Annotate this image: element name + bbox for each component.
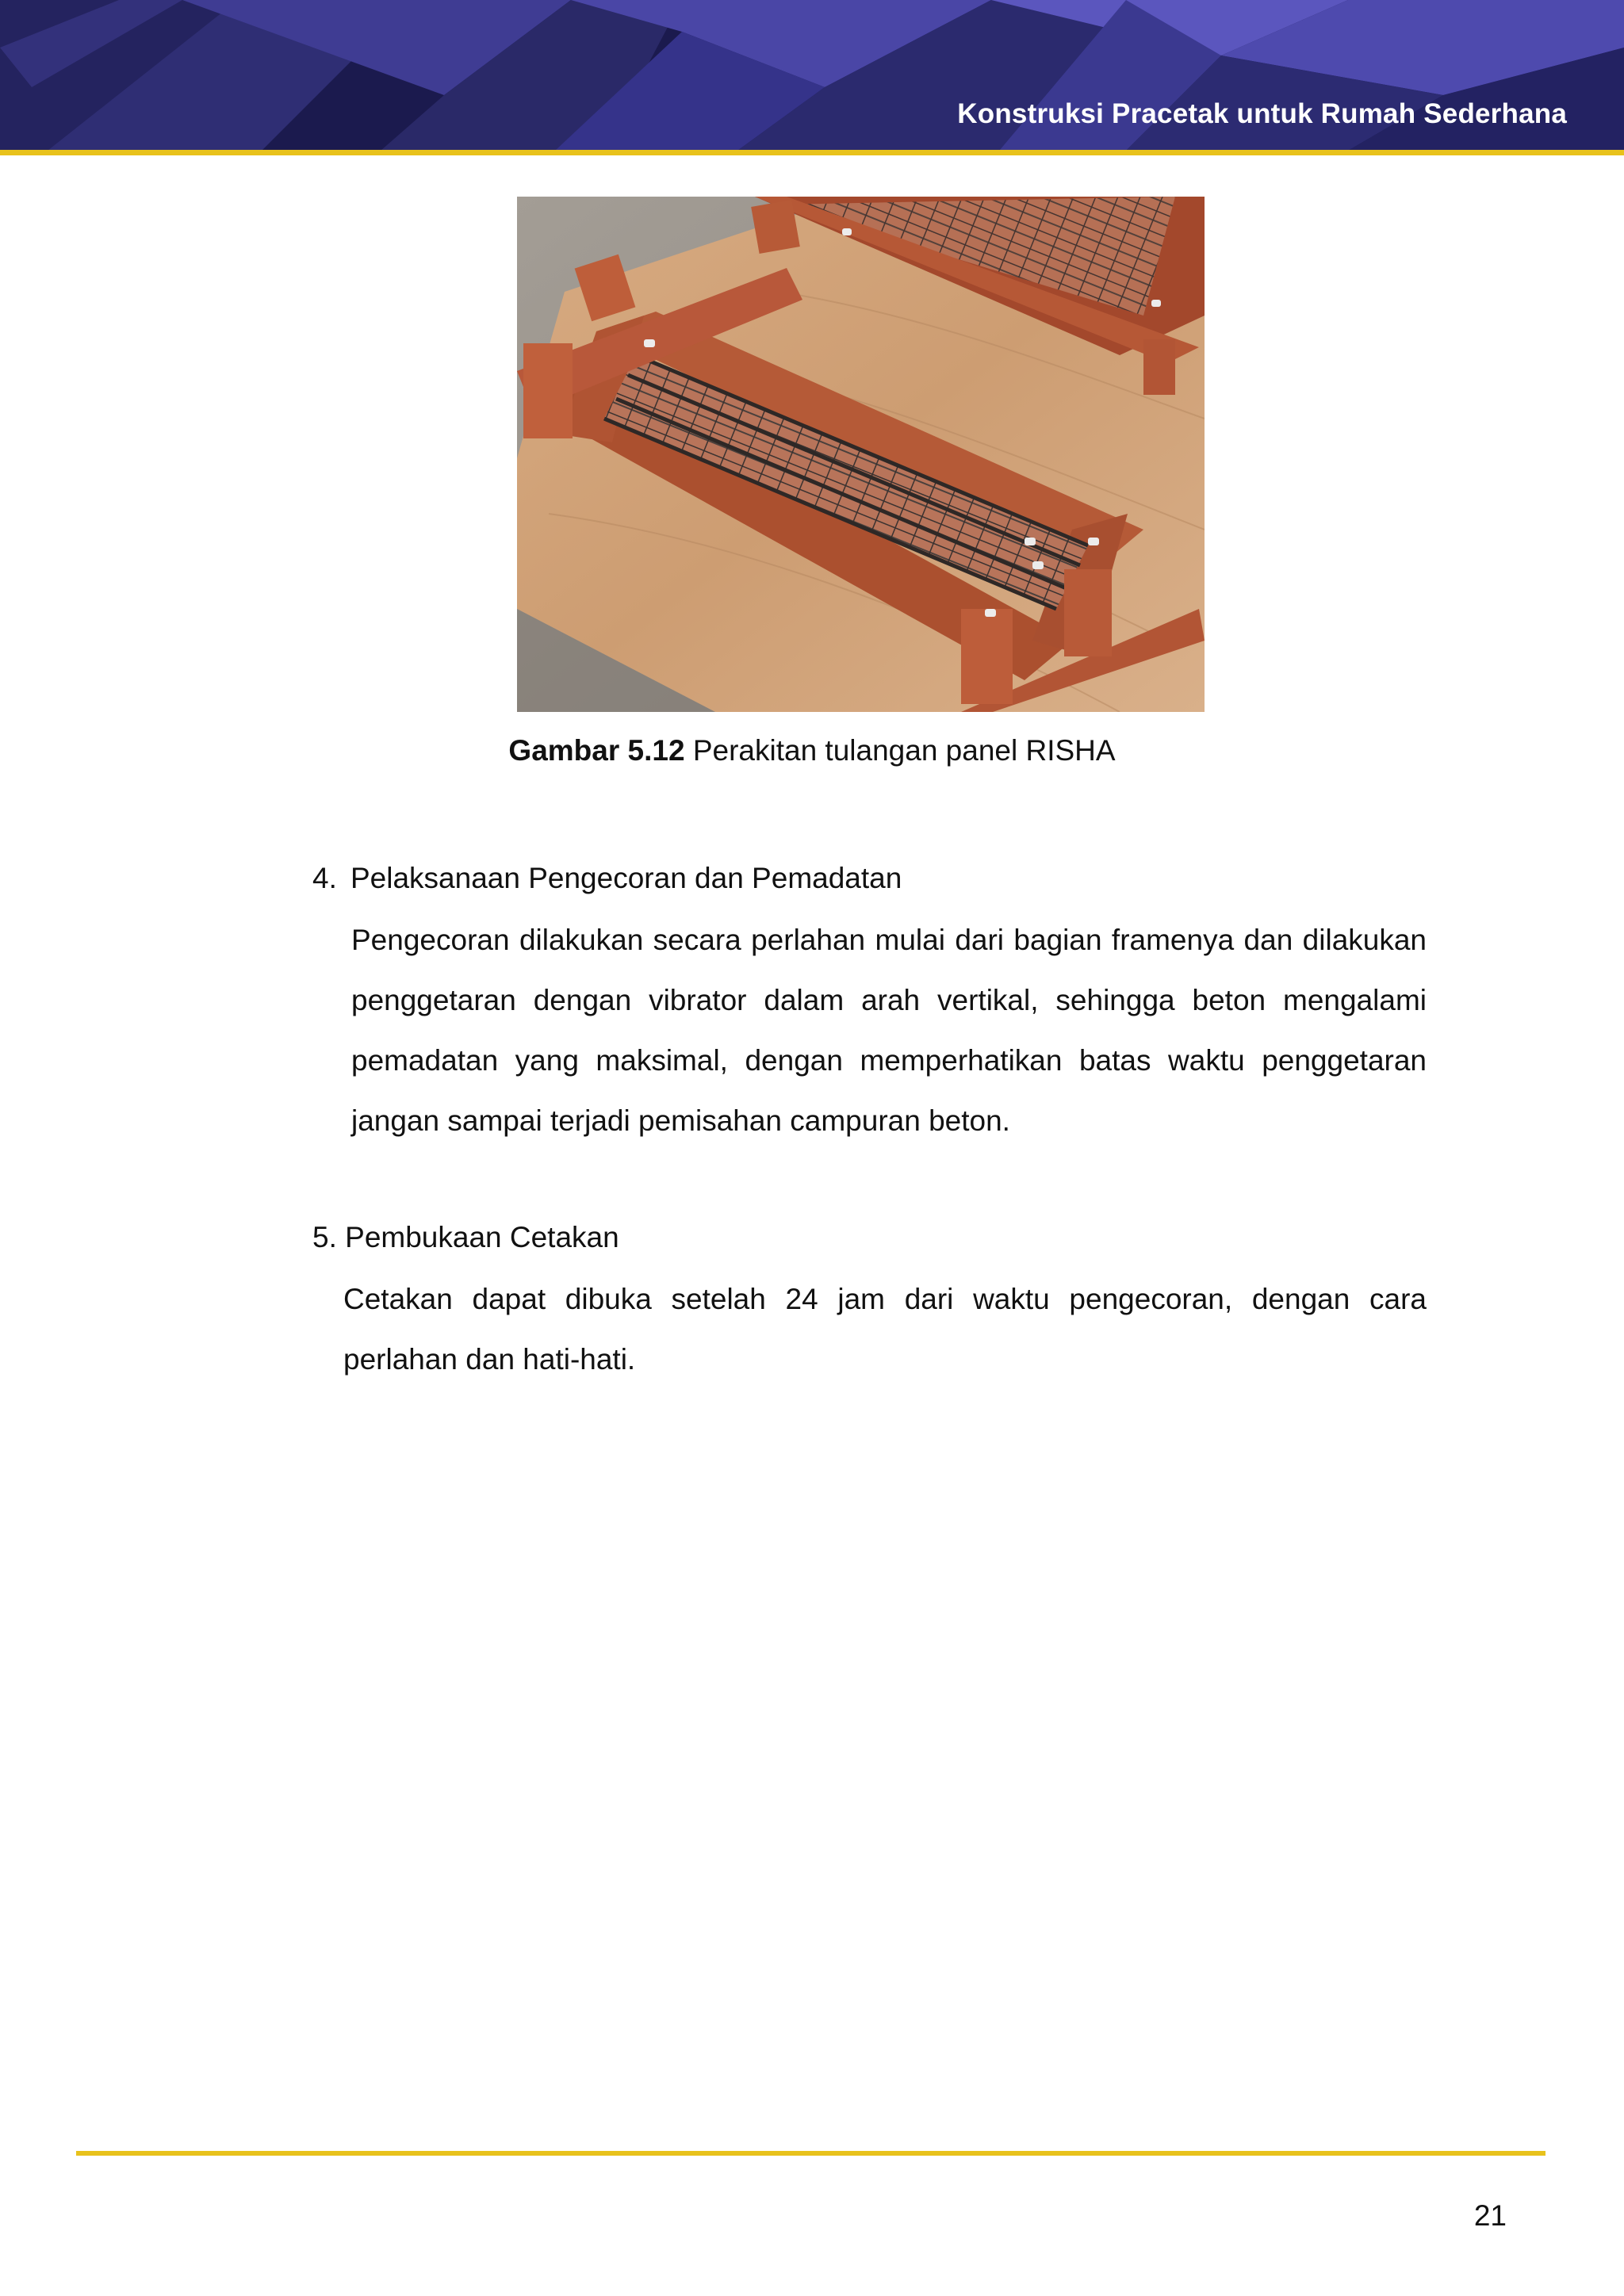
section-4-title: Pelaksanaan Pengecoran dan Pemadatan (350, 862, 902, 894)
section-5-number: 5. (312, 1221, 337, 1253)
running-header-title: Konstruksi Pracetak untuk Rumah Sederhana (957, 98, 1567, 129)
page-number: 21 (1473, 2199, 1507, 2232)
section-5-body: Cetakan dapat dibuka setelah 24 jam dari waktu pengecoran, dengan cara perlahan dan hati-hati. (343, 1283, 1427, 1376)
rebar-panel-photo (517, 197, 1205, 712)
section-5-title: Pembukaan Cetakan (345, 1221, 619, 1253)
section-4-body: Pengecoran dilakukan secara perlahan mulai dari bagian framenya dan dilakukan penggetaran dengan vibrator dalam arah vertikal, sehingga beton mengalami pemadatan yang maksimal, dengan memperhatikan batas waktu penggetaran jangan sampai terjadi pemisahan campuran beton. (351, 924, 1427, 1137)
figure-caption (0, 734, 1624, 767)
section-5-heading (312, 1221, 619, 1254)
footer-accent-rule (76, 2151, 1545, 2156)
header-accent-rule (0, 150, 1624, 155)
figure-photo (517, 197, 1205, 712)
section-4-number: 4. (312, 862, 337, 894)
section-4-heading (312, 862, 902, 895)
figure-caption-label: Gambar 5.12 (508, 734, 685, 767)
figure-caption-text: Perakitan tulangan panel RISHA (692, 734, 1116, 767)
page-header (0, 0, 1624, 151)
